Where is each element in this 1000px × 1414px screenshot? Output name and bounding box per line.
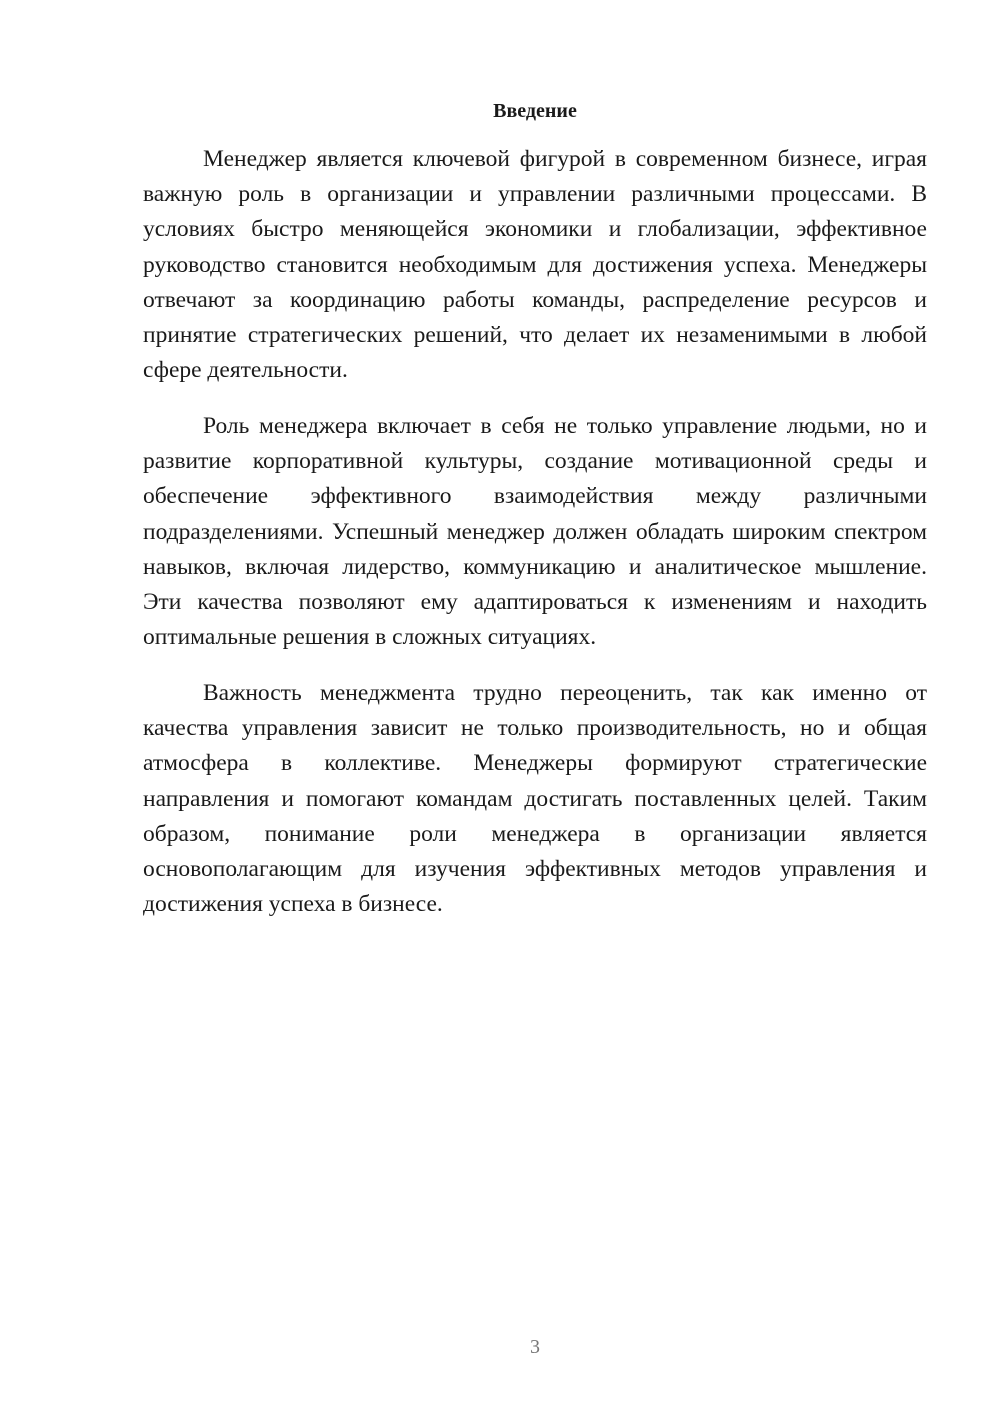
document-page [143,0,927,1414]
paragraph-3: Важность менеджмента трудно переоценить, так как именно от качества управления зависит не только производительность, но и общая атмосфера в коллективе. Менеджеры формируют стратегические направления и помогают командам достигать поставленных целей. Таким образом, понимание роли менеджера в организации является основополагающим для изучения эффективных методов управления и достижения успеха в бизнесе. [143,680,927,918]
paragraph-1: Менеджер является ключевой фигурой в современном бизнесе, играя важную роль в организации и управлении различными процессами. В условиях быстро меняющейся экономики и глобализации, эффективное руководство становится необходимым для достижения успеха. Менеджеры отвечают за координацию работы команды, распределение ресурсов и принятие стратегических решений, что делает их незаменимыми в любой сфере деятельности. [143,146,927,384]
section-heading: Введение [493,100,577,122]
paragraph-2: Роль менеджера включает в себя не только управление людьми, но и развитие корпоративной культуры, создание мотивационной среды и обеспечение эффективного взаимодействия между различными подразделениями. Успешный менеджер должен обладать широким спектром навыков, включая лидерство, коммуникацию и аналитическое мышление. Эти качества позволяют ему адаптироваться к изменениям и находить оптимальные решения в сложных ситуациях. [143,413,927,651]
page-number: 3 [530,1336,540,1358]
